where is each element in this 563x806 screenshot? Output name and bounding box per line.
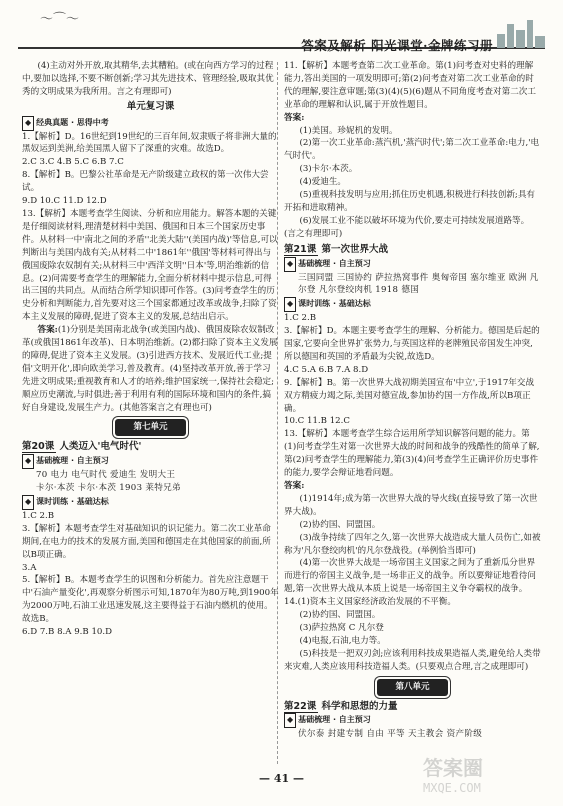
section-tag: ◆ 课时训练 · 基础达标 — [22, 495, 109, 510]
answer-text: (3)战争持续了四年之久,第一次世界大战造成大量人员伤亡,如被称为'凡尔登绞肉机'的凡尔登战役。(举例恰当即可) — [284, 532, 541, 556]
tag-box-icon: ◆ — [284, 257, 296, 272]
question: 3.【解析】D。本题主要考查学生的理解、分析能力。德国是后起的国家,它要向全世界扩张势力,与英国这样的老牌殖民帝国发生冲突,所以德国和英国的矛盾最为尖锐,故选D。 — [284, 326, 540, 362]
answer-line: 9.D 10.C 11.D 12.D — [22, 196, 107, 207]
answer-label: 答案: — [284, 112, 305, 123]
question: 1.【解析】D。16世纪到19世纪的三百年间,奴隶贩子将非洲大量的黑奴运到美洲,给美国黑人留下了深重的灾难。故选D。 — [22, 131, 277, 155]
skyline-icon — [497, 18, 545, 48]
lesson-heading: 第20课 人类迈入'电气时代' — [22, 441, 142, 453]
answer-text: (4)爱迪生。 — [299, 177, 347, 188]
tag-box-icon: ◆ — [284, 713, 296, 728]
watermark: 答案圈 MXQE.COM — [423, 756, 483, 795]
section-tag: ◆ 基础梳理 · 自主预习 — [284, 713, 371, 728]
answer-line: 10.C 11.B 12.C — [284, 416, 350, 427]
section-tag: ◆ 基础梳理 · 自主预习 — [22, 454, 109, 469]
question: 5.【解析】B。本题考查学生的识图和分析能力。首先应注意题干中'石油产量变化',再观察分析图示可知,1870年为80万吨,到1900年为2000万吨,石油工业迅速发展,这主要得益于石油内燃机的使用。故选B。 — [22, 575, 279, 625]
answer-line: 3.A — [22, 562, 37, 573]
answer-line: 1.C 2.B — [22, 510, 55, 521]
birds-decoration: 〜⌒〜 — [40, 12, 80, 27]
answer-text: (3)卡尔·本茨。 — [299, 164, 358, 175]
unit-banner: 第八单元 — [284, 679, 541, 696]
section-tag: ◆ 经典真题 · 思得中考 — [22, 116, 109, 131]
answer-text: (2)第一次工业革命:蒸汽机,'蒸汽时代';第二次工业革命:电力,'电气时代'。 — [284, 138, 540, 162]
tag-box-icon: ◆ — [22, 495, 34, 510]
keywords: 卡尔·本茨 卡尔·本茨 1903 莱特兄弟 — [36, 483, 181, 494]
question: 8.【解析】B。巴黎公社革命是无产阶级建立政权的第一次伟大尝试。 — [22, 170, 269, 194]
question: 13.【解析】本题考查学生综合运用所学知识解答问题的能力。第(1)问考查学生对第一次世界大战的时间和战争的残酷性的简单了解,第(2)问考查学生的理解能力,第(3)(4)问考查学生正确评价历史事件的能力,要学会辩证地看问题。 — [284, 429, 540, 479]
question: 11.【解析】本题考查第二次工业革命。第(1)问考查对史料的理解能力,答出美国的一项发明即可;第(2)问考查对第二次工业革命的时代的理解,要注意审题;第(3)(4)(5)(6)题从不同角度考查对第二次工业革命的理解和认识,属于开放性题目。 — [284, 61, 536, 110]
right-column — [284, 60, 541, 741]
left-column — [22, 60, 279, 639]
answer-line: 1.C 2.B — [284, 313, 317, 324]
answer-text: (3)萨拉热窝 C 凡尔登 — [299, 622, 384, 633]
keywords: 伏尔泰 封建专制 自由 平等 天主教会 资产阶级 — [298, 729, 483, 740]
answer-text: (4)第一次世界大战是一场帝国主义国家之间为了重新瓜分世界而进行的帝国主义战争,是一场非正义的战争。所以要辩证地看待问题,第一次世界大战从本质上说是一场帝国主义争夺霸权的战争。 — [284, 558, 536, 595]
answer-text: (1)1914年;成为第一次世界大战的导火线(直接导致了第一次世界大战)。 — [284, 493, 538, 517]
question: 9.【解析】B。第一次世界大战初期美国宣布'中立',于1917年交战双方精疲力竭之际,美国对德宣战,参加协约国一方作战,所以B项正确。 — [284, 377, 535, 414]
unit-banner: 第七单元 — [22, 419, 279, 436]
answer-text: (6)发展工业不能以破坏环境为代价,要走可持续发展道路等。(言之有理即可) — [284, 215, 530, 239]
tag-box-icon: ◆ — [22, 454, 34, 469]
answer-text: (5)重视科技发明与应用;抓住历史机遇,积极进行科技创新;具有开拓和进取精神。 — [284, 190, 536, 213]
tag-box-icon: ◆ — [284, 297, 296, 312]
answer-text: (5)科技是一把双刃剑;应该利用科技成果造福人类,避免给人类带来灾难,人类应该用科技造福人类。(只要观点合理,言之成理即可) — [284, 648, 541, 672]
section-tag: ◆ 基础梳理 · 自主预习 — [284, 257, 371, 272]
keywords: 70 电力 电气时代 爱迪生 发明大王 — [36, 470, 176, 481]
answer-label: 答案: — [284, 481, 305, 491]
header-title: 答案及解析 阳光课堂·金牌练习册 — [301, 38, 493, 53]
lesson-heading: 第22课 科学和思想的力量 — [284, 700, 398, 712]
answer-label: 答案: — [37, 325, 58, 336]
answer-line: 14.(1)资本主义国家经济政治发展的不平衡。 — [284, 597, 456, 608]
answer-text: (1)美国。珍妮机的发明。 — [299, 125, 398, 136]
tag-box-icon: ◆ — [22, 116, 34, 131]
page-header — [0, 0, 563, 60]
lesson-heading: 第21课 第一次世界大战 — [284, 243, 389, 255]
section-tag: ◆ 课时训练 · 基础达标 — [284, 297, 371, 312]
answer-text: (2)协约国、同盟国。 — [299, 610, 381, 621]
answer-line: 4.C 5.A 6.B 7.A 8.D — [284, 364, 369, 375]
answer-text: (1)分别是美国南北战争(或美国内战)、俄国废除农奴制改革(或俄国1861年改革)、日本明治维新。(2)都扫除了资本主义发展的障碍,促进了资本主义发展。(3)引进西方技术、发展近代工业;提倡'文明开化',即向欧美学习,普及教育。(4)坚持改革开放,善于学习先进文明成果;重视教育和人才的培养;维护国家统一,保持社会稳定;顺应历史潮流,与时俱进;善于利用有利的国际环境和国内的条件,搞好自身建设,发展生产力。(其他答案言之有理也可) — [22, 325, 278, 413]
answer-text: (4)电报,石油,电力等。 — [299, 635, 386, 646]
answer-line: 2.C 3.C 4.B 5.C 6.B 7.C — [22, 157, 124, 168]
answer-text: (2)协约国、同盟国。 — [299, 519, 381, 530]
answer-line: 6.D 7.B 8.A 9.B 10.D — [22, 627, 113, 638]
question: 3.【解析】本题考查学生对基础知识的识记能力。第二次工业革命期间,在电力的技术的发展方面,美国和德国走在其他国家的前面,所以B项正确。 — [22, 523, 271, 560]
keywords: 三国同盟 三国协约 萨拉热窝事件 奥匈帝国 塞尔维亚 欧洲 凡尔登 凡尔登绞肉机 1918 德国 — [298, 272, 539, 296]
section-title: 单元复习课 — [126, 100, 175, 112]
question: 13.【解析】本题考查学生阅读、分析和应用能力。解答本题的关键是仔细阅读材料,理清楚材料中美国、俄国和日本三个国家历史事件。从材料一中'南北之间的矛盾''北美大陆''(美国内战)'等信息,可以判断出与美国内战有关;从材料二中'1861年''俄国'等材料可得出与俄国废除农奴制有关;从材料三中'西洋文明''日本'等,明治维新的信息。(2)问需要考查学生的理解能力,全面分析材料中提示信息,可得出三国的共同点。从而结合所学知识即可作答。(3)问考查学生的历史分析和判断能力,首先要对这三个国家都通过改革或战争,扫除了资本主义发展的障碍,促进了资本主义的发展,总结出启示。 — [22, 208, 278, 323]
page-number: — 41 — — [259, 772, 304, 785]
paragraph: (4)主动对外开放,取其精华,去其糟粕。(或在向西方学习的过程中,要加以选择,不要不断创新;学习其先进技术、管理经验,吸取其优秀的文明成果为我所用。言之有理即可) — [22, 61, 274, 97]
